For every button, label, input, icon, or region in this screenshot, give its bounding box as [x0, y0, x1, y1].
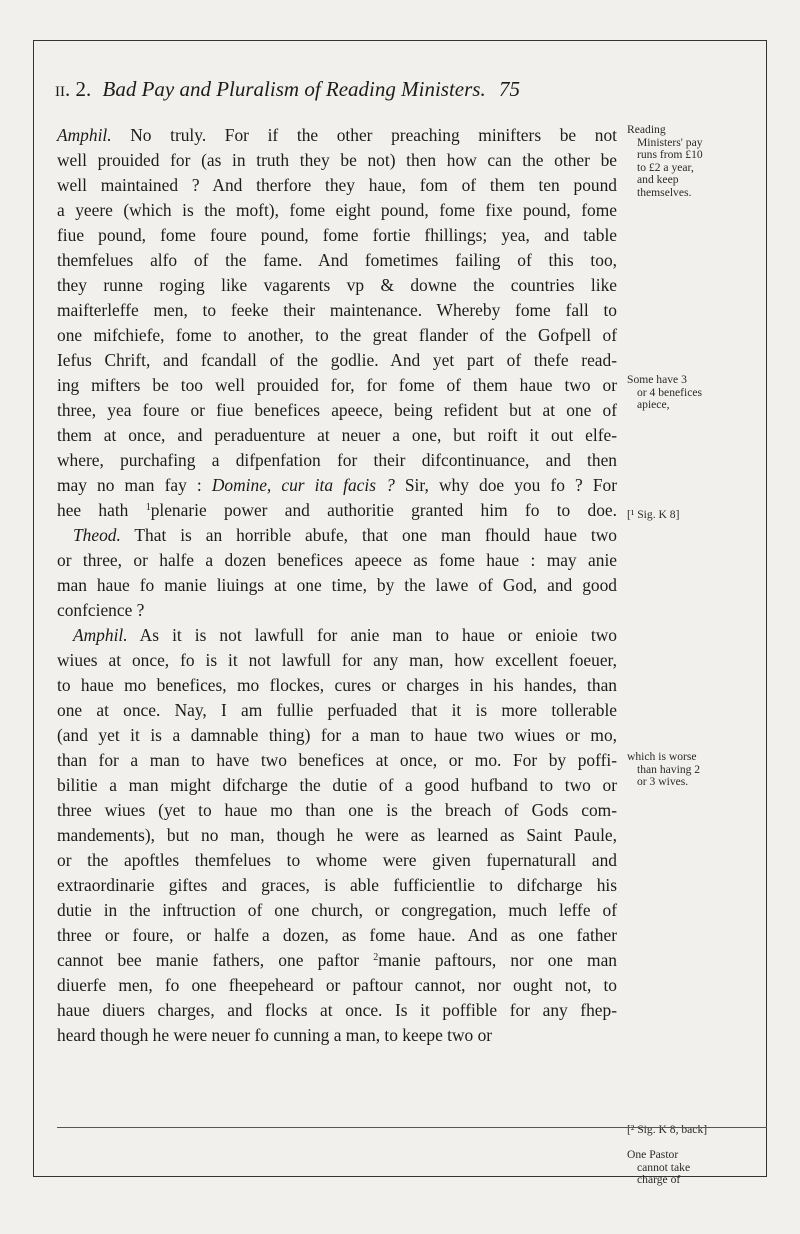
- text-line: mandements), but no man, though he were as learned as Saint Paule,: [57, 825, 617, 845]
- text-line: to haue mo benefices, mo flockes, cures or charges in his handes, than: [57, 675, 617, 695]
- text-line: fiue pound, fome foure pound, fome fortie fhillings; yea, and table: [57, 225, 617, 245]
- text-line: bilitie a man might difcharge the dutie of a good hufband to two or: [57, 775, 617, 795]
- side-note-line: or 3 wives.: [637, 775, 689, 788]
- text-line: confcience ?: [57, 600, 145, 620]
- text-line: dutie in the inftruction of one church, or congregation, much leffe of: [57, 900, 617, 920]
- text-line: themfelues alfo of the fame. And fometimes failing of this too,: [57, 250, 617, 270]
- text-line: extraordinarie giftes and graces, is able fufficientlie to difcharge his: [57, 875, 617, 895]
- side-note: [627, 374, 763, 412]
- text-line: Theod. That is an horrible abufe, that one man fhould haue two: [73, 525, 617, 545]
- side-note-line: Reading: [627, 123, 666, 136]
- text-line: a yeere (which is the moft), fome eight pound, fome fixe pound, fome: [57, 200, 617, 220]
- text-line: three wiues (yet to haue mo than one is the breach of Gods com-: [57, 800, 617, 820]
- text-line: Amphil. As it is not lawfull for anie man to haue or enioie two: [73, 625, 617, 645]
- text-line: one mifchiefe, fome to another, to the great flander of the Gofpell of: [57, 325, 617, 345]
- text-line: well prouided for (as in truth they be not) then how can the other be: [57, 150, 617, 170]
- text-line: may no man fay : Domine, cur ita facis ? Sir, why doe you fo ? For: [57, 475, 617, 495]
- text-line: cannot bee manie fathers, one paftor $^2$manie paftours, nor one man: [57, 950, 617, 970]
- text-line: diuerfe men, fo one fheepeheard or paftour cannot, nor ought not, to: [57, 975, 617, 995]
- side-note: [627, 751, 763, 789]
- footnote-marker: 2: [373, 952, 379, 963]
- side-note-line: Some have 3: [627, 373, 687, 386]
- side-note-line: than having 2: [637, 762, 701, 776]
- running-header: [55, 74, 755, 104]
- side-note-line: Ministers' pay: [637, 135, 703, 149]
- side-note-line: [¹ Sig. K 8]: [627, 508, 680, 521]
- page-number: 75: [498, 77, 520, 101]
- text-line: them at once, and peraduenture at neuer a one, but roift it out elfe-: [57, 425, 617, 445]
- side-note-line: cannot take: [637, 1160, 691, 1174]
- speaker-name: Amphil.: [57, 125, 112, 145]
- text-line: well maintained ? And therfore they haue, fom of them ten pound: [57, 175, 617, 195]
- text-line: or three, or halfe a dozen benefices apeece as fome haue : may anie: [57, 550, 617, 570]
- speaker-name: Theod.: [73, 525, 121, 545]
- page-title: Bad Pay and Pluralism of Reading Ministers.: [102, 77, 486, 101]
- side-note: [627, 124, 763, 199]
- text-line: ing mifters be too well prouided for, for fome of them haue two or: [57, 375, 617, 395]
- text-line: they runne roging like vagarents vp & downe the countries like: [57, 275, 617, 295]
- text-line: three or foure, or halfe a dozen, as fome haue. And as one father: [57, 925, 617, 945]
- side-note: [627, 1149, 763, 1187]
- side-note: [627, 509, 763, 522]
- text-line: wiues at once, fo is it not lawfull for any man, how excellent foeuer,: [57, 650, 617, 670]
- text-line: heard though he were neuer fo cunning a man, to keepe two or: [57, 1025, 493, 1045]
- text-line: maifterleffe men, to feeke their maintenance. Whereby fome fall to: [57, 300, 617, 320]
- text-line: where, purchafing a difpenfation for their difcontinuance, and then: [57, 450, 617, 470]
- text-line: man haue fo manie liuings at one time, by the lawe of God, and good: [57, 575, 617, 595]
- text-line: three, yea foure or fiue benefices apeece, being refident but at one of: [57, 400, 617, 420]
- text-line: Iefus Chrift, and fcandall of the godlie. And yet part of thefe read-: [57, 350, 617, 370]
- latin-phrase: Domine, cur ita facis ?: [211, 475, 395, 495]
- text-line: or the apoftles themfelues to whome were given fupernaturall and: [57, 850, 617, 870]
- section-number: ii. 2.: [55, 77, 92, 101]
- text-line: one at once. Nay, I am fullie perfuaded that it is more tollerable: [57, 700, 617, 720]
- text-line: Amphil. No truly. For if the other preaching minifters be not: [57, 125, 617, 145]
- side-note-line: which is worse: [627, 750, 697, 763]
- side-note: [627, 1124, 763, 1137]
- text-line: hee hath $^1$plenarie power and authoritie granted him fo to doe.: [57, 500, 617, 520]
- side-note-line: to £2 a year,: [637, 160, 694, 174]
- side-note-line: and keep: [637, 173, 679, 186]
- text-line: (and yet it is a damnable thing) for a man to haue two wiues or mo,: [57, 725, 617, 745]
- side-note-line: One Pastor: [627, 1148, 679, 1161]
- side-note-line: apiece,: [637, 398, 670, 411]
- speaker-name: Amphil.: [73, 625, 128, 645]
- side-note-line: or 4 benefices: [637, 385, 703, 399]
- side-note-line: themselves.: [637, 185, 692, 199]
- bottom-rule: [57, 1127, 767, 1128]
- footnote-marker: 1: [145, 502, 151, 513]
- text-line: than for a man to have two benefices at once, or mo. For by poffi-: [57, 750, 617, 770]
- side-note-line: runs from £10: [637, 148, 703, 161]
- main-text: [57, 123, 617, 1048]
- text-line: haue diuers charges, and flocks at once. Is it poffible for any fhep-: [57, 1000, 617, 1020]
- side-note-line: [² Sig. K 8, back]: [627, 1123, 708, 1136]
- side-note-line: charge of: [637, 1173, 681, 1186]
